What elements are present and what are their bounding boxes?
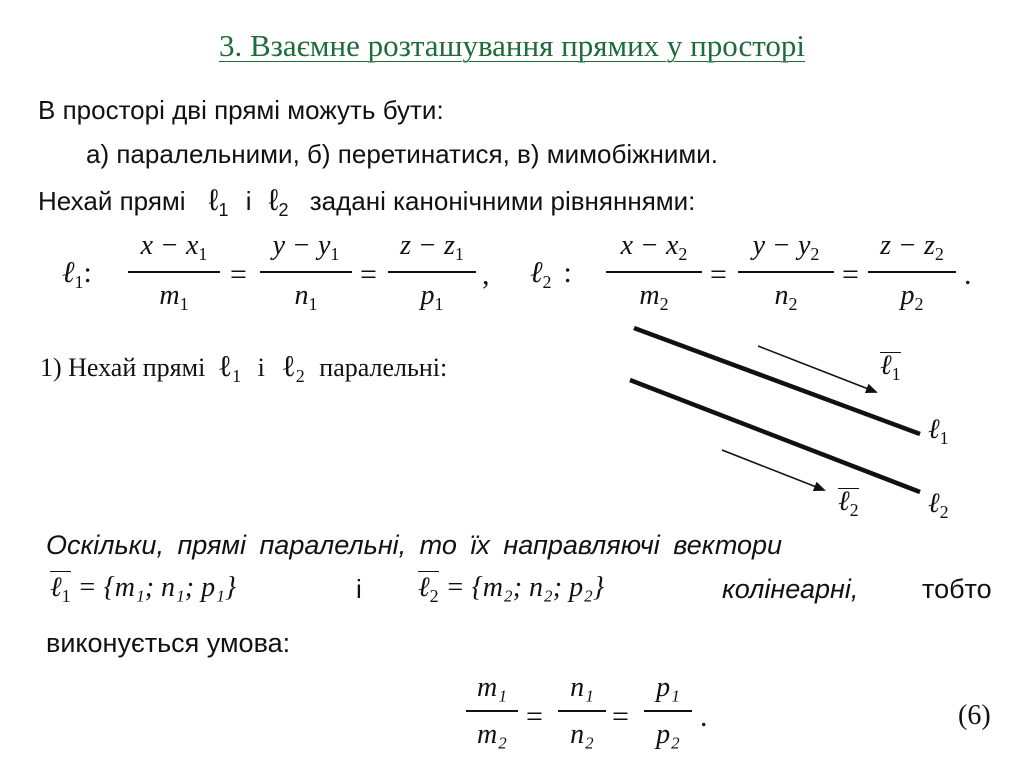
eq1-frac-x-num-sub: 1: [198, 244, 208, 264]
cond-frac-n: [558, 674, 606, 749]
eq1-frac-y: [260, 232, 352, 313]
eq1-frac-y-den: n: [294, 279, 309, 311]
eq2-frac-z-den-sub: 2: [914, 293, 924, 314]
case1-prefix: 1) Нехай прямі: [40, 353, 206, 382]
direction-vector-2-arrow: [722, 450, 824, 490]
ell-1-sub: 1: [218, 200, 229, 220]
eq2-frac-x: [606, 232, 702, 313]
tobto-word: тобто: [922, 574, 992, 604]
label-line-1-sub: 1: [939, 428, 949, 448]
eq1-label: ℓ$_1$:: [62, 256, 92, 292]
direction-vector-1-arrow: [758, 346, 876, 392]
label-vector-2-sub: 2: [849, 500, 859, 520]
cond-frac-p-num: p₁: [656, 672, 680, 703]
eq2-frac-x-num-sub: 2: [678, 244, 688, 264]
eq2-label: ℓ$_2$ :: [530, 256, 572, 292]
condition-text: виконується умова:: [46, 628, 291, 658]
slide-title: 3. Взаємне розташування прямих у просторі: [218, 28, 806, 63]
intro-line-1: В просторі дві прямі можуть бути:: [38, 95, 444, 125]
label-vector-1-letter: ℓ: [880, 350, 892, 381]
ell-2-symbol: [268, 184, 289, 220]
eq2-frac-y: [738, 232, 834, 313]
collinear-word: колінеарні,: [722, 574, 859, 604]
case1-ell-1: [217, 350, 242, 386]
parallel-lines-diagram: [600, 310, 980, 540]
equation-number: (6): [958, 700, 991, 731]
eq1-frac-z-num: z − z: [400, 230, 455, 261]
vector-1-def: [50, 572, 236, 609]
vector-2-sub: 2: [429, 586, 439, 606]
cond-frac-m-num: m₁: [477, 672, 507, 703]
eq2-frac-z-num: z − z: [880, 230, 935, 261]
vector-2-components: = {m₂; n₂; p₂}: [445, 572, 605, 603]
intro-line-2: а) паралельними, б) перетинатися, в) мимобіжними.: [86, 139, 719, 169]
eq1-ell-sub: 1: [74, 272, 84, 292]
cond-frac-m-den: m₂: [477, 718, 507, 750]
eq1-frac-z-den: p: [420, 279, 435, 311]
ell-1-symbol: [208, 184, 229, 220]
ell-2-letter: ℓ: [268, 184, 279, 217]
vector-2-def: [418, 572, 604, 609]
label-line-2-sub: 2: [939, 502, 949, 522]
case1-ell-1-letter: ℓ: [217, 350, 233, 383]
let-lines-text: [38, 184, 695, 221]
case1-and: і: [257, 353, 265, 382]
eq1-frac-x-num: x − x: [140, 230, 199, 261]
vec-and: і: [356, 574, 362, 604]
vector-2-ell: ℓ: [418, 572, 430, 603]
ell-1-letter: ℓ: [208, 184, 219, 217]
eq1-frac-z: [388, 232, 476, 313]
eq1-frac-x-den: m: [159, 279, 180, 311]
eq2-ell-sub: 2: [542, 272, 552, 292]
cond-frac-p-den: p₂: [656, 718, 680, 750]
case1-text: [40, 350, 447, 387]
eq2-frac-x-den-sub: 2: [659, 293, 669, 314]
label-line-2: [928, 488, 949, 523]
cond-frac-p: [644, 674, 692, 749]
case1-suffix: паралельні:: [319, 353, 448, 382]
cond-frac-n-num: n₁: [570, 672, 594, 703]
label-line-1: [928, 414, 949, 449]
eq2-frac-y-den-sub: 2: [788, 293, 798, 314]
eq1-frac-x: [128, 232, 220, 313]
eq2-frac-y-den: n: [774, 279, 789, 311]
label-vector-1: [880, 352, 901, 387]
case1-ell-2-sub: 2: [295, 366, 305, 386]
eq2-frac-z-den: p: [900, 279, 915, 311]
case1-ell-2: [281, 350, 305, 386]
eq2-ell: ℓ: [530, 256, 543, 289]
vector-1-sub: 1: [61, 586, 71, 606]
since-line: Оскільки, прямі паралельні, то їх направляючі вектори: [46, 530, 783, 560]
label-vector-2-letter: ℓ: [838, 486, 850, 517]
eq1-frac-y-num: y − y: [272, 230, 331, 261]
cond-frac-n-den: n₂: [570, 718, 594, 750]
vector-1-components: = {m₁; n₁; p₁}: [77, 572, 237, 603]
eq2-frac-x-den: m: [639, 279, 660, 311]
let-suffix: задані канонічними рівняннями:: [309, 186, 696, 216]
label-line-2-letter: ℓ: [928, 488, 940, 519]
eq2-frac-z: [868, 232, 956, 313]
ell-2-sub: 2: [278, 200, 289, 220]
eq1-ell: ℓ: [62, 256, 75, 289]
case1-ell-1-sub: 1: [232, 366, 242, 386]
vector-1-ell: ℓ: [50, 572, 62, 603]
label-vector-1-sub: 1: [891, 364, 901, 384]
label-vector-2: [838, 488, 859, 523]
cond-frac-m: [466, 674, 518, 749]
eq1-frac-z-den-sub: 1: [434, 293, 444, 314]
eq1-frac-z-num-sub: 1: [454, 244, 464, 264]
line-l1: [634, 328, 920, 434]
let-prefix: Нехай прямі: [38, 186, 186, 216]
label-line-1-letter: ℓ: [928, 414, 940, 445]
eq2-frac-y-num-sub: 2: [810, 244, 820, 264]
eq1-frac-y-den-sub: 1: [308, 293, 318, 314]
eq2-frac-y-num: y − y: [752, 230, 811, 261]
eq2-frac-x-num: x − x: [620, 230, 679, 261]
eq1-frac-x-den-sub: 1: [179, 293, 189, 314]
let-and: і: [245, 186, 252, 216]
eq1-frac-y-num-sub: 1: [330, 244, 340, 264]
line-l2: [630, 380, 920, 492]
eq2-frac-z-num-sub: 2: [934, 244, 944, 264]
case1-ell-2-letter: ℓ: [281, 350, 296, 383]
